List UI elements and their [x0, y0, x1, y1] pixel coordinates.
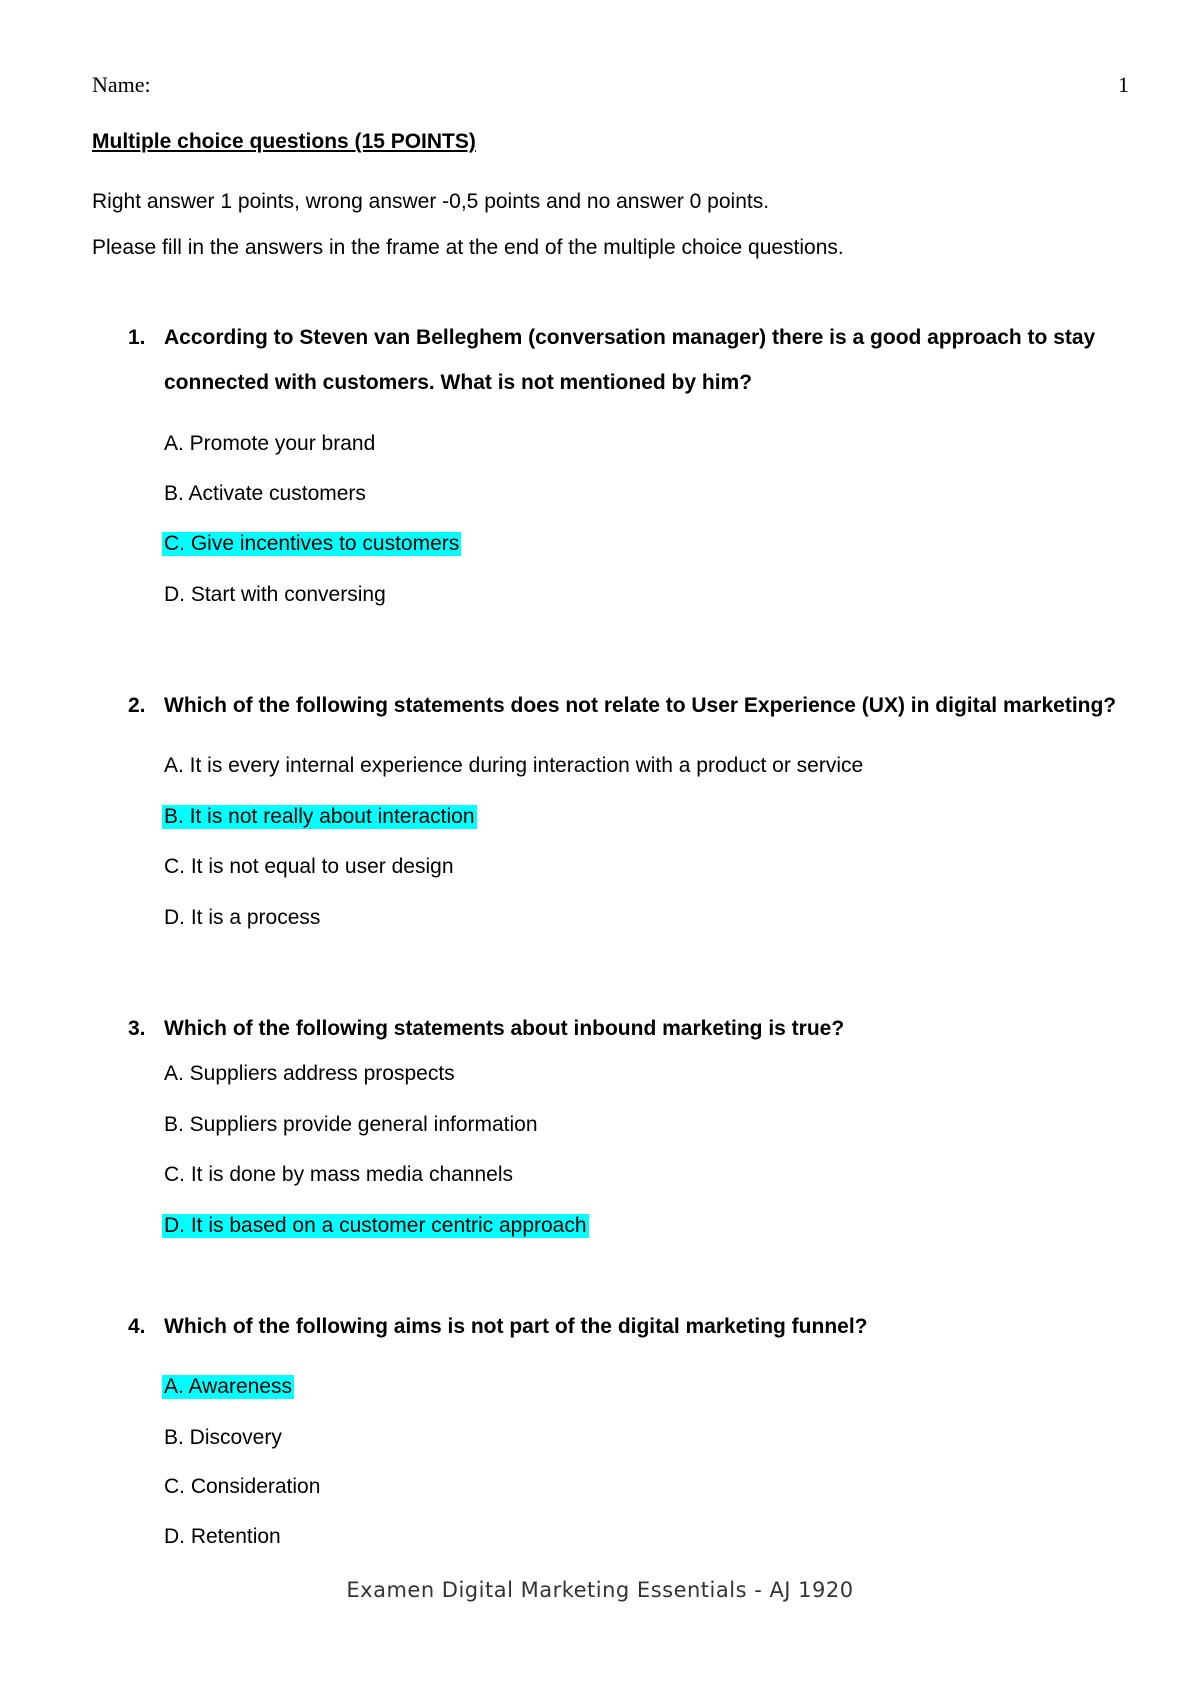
answer-option: B. Suppliers provide general information: [164, 1113, 538, 1136]
name-label: Name:: [92, 72, 151, 97]
answer-option-highlighted: C. Give incentives to customers: [164, 532, 460, 555]
answer-option: B. Discovery: [164, 1426, 282, 1449]
page-footer: Examen Digital Marketing Essentials - AJ 1920: [346, 1578, 854, 1602]
answer-option: D. Start with conversing: [164, 583, 386, 606]
page-number: 1: [1118, 72, 1129, 97]
answer-option: C. It is done by mass media channels: [164, 1163, 514, 1186]
answer-option: D. Retention: [164, 1525, 281, 1548]
question-text: Which of the following statements about inbound marketing is true?: [164, 1017, 845, 1040]
question-text-continued: connected with customers. What is not mentioned by him?: [164, 371, 753, 394]
answer-option: A. Suppliers address prospects: [164, 1062, 455, 1085]
answer-option-highlighted: D. It is based on a customer centric approach: [164, 1214, 587, 1237]
question-number: 3.: [128, 1017, 146, 1040]
answer-option: C. Consideration: [164, 1475, 321, 1498]
question-number: 2.: [128, 694, 146, 717]
instruction-scoring: Right answer 1 points, wrong answer -0,5 points and no answer 0 points.: [92, 190, 770, 213]
section-title: Multiple choice questions (15 POINTS): [92, 130, 476, 153]
answer-option-highlighted: B. It is not really about interaction: [164, 805, 475, 828]
question-text: Which of the following aims is not part of the digital marketing funnel?: [164, 1315, 868, 1338]
answer-option: D. It is a process: [164, 906, 321, 929]
answer-option: A. It is every internal experience during interaction with a product or service: [164, 754, 864, 777]
question-number: 4.: [128, 1315, 146, 1338]
question-text: Which of the following statements does not relate to User Experience (UX) in digital marketing?: [164, 694, 1117, 717]
answer-option: A. Promote your brand: [164, 432, 376, 455]
question-number: 1.: [128, 326, 146, 349]
answer-option: B. Activate customers: [164, 482, 366, 505]
answer-option: C. It is not equal to user design: [164, 855, 454, 878]
instruction-answers: Please fill in the answers in the frame at the end of the multiple choice questions.: [92, 236, 844, 259]
answer-option-highlighted: A. Awareness: [164, 1375, 293, 1398]
question-text: According to Steven van Belleghem (conversation manager) there is a good approach to stay: [164, 326, 1096, 349]
